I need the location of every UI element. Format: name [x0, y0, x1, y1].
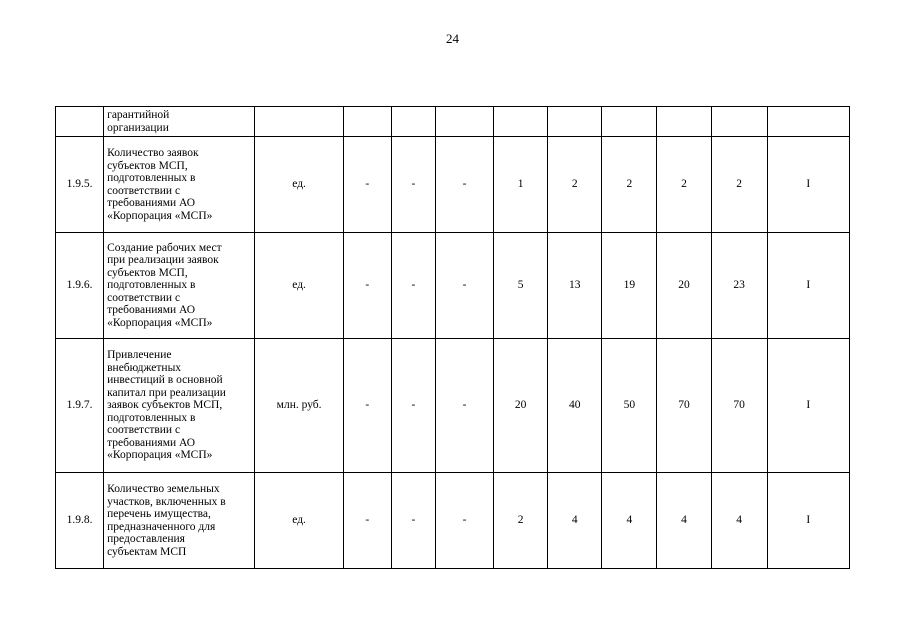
indicator-name-line: Количество заявок: [107, 147, 199, 159]
indicator-name-line: капитал при реализации: [107, 386, 226, 399]
unit-cell: [255, 107, 343, 137]
indicator-name: [104, 137, 255, 233]
indicator-name-line: «Корпорация «МСП»: [107, 449, 213, 462]
row-number: [56, 107, 104, 137]
unit-cell: ед.: [255, 233, 343, 339]
indicator-name-line: соответствии с: [107, 424, 181, 437]
indicator-name-line: субъектам МСП: [107, 545, 187, 558]
unit-cell: млн. руб.: [255, 339, 343, 473]
value-cell: 13: [548, 233, 602, 339]
indicator-name-line: соответствии с: [107, 291, 181, 304]
value-cell: [494, 107, 548, 137]
value-cell: -: [343, 137, 391, 233]
indicator-name-line: «Корпорация «МСП»: [107, 209, 213, 222]
indicator-name-line: соответствии с: [107, 184, 181, 197]
value-cell: -: [343, 339, 391, 473]
value-cell: 2: [657, 137, 711, 233]
value-cell: [391, 107, 435, 137]
indicator-name: [104, 473, 255, 569]
table-row: [56, 339, 850, 473]
value-cell: -: [391, 137, 435, 233]
value-cell: [711, 107, 767, 137]
indicator-name-line: при реализации заявок: [107, 254, 219, 267]
indicator-name-line: требованиями АО: [107, 197, 196, 209]
indicator-name-line: субъектов МСП,: [107, 266, 188, 279]
indicator-name: [104, 107, 255, 137]
table-row: [56, 473, 850, 569]
indicator-name-line: инвестиций в основной: [107, 374, 223, 387]
indicator-name-line: требованиями АО: [107, 304, 196, 317]
row-number: 1.9.8.: [56, 473, 104, 569]
indicator-name-line: заявок субъектов МСП,: [107, 399, 223, 412]
value-cell: -: [343, 473, 391, 569]
indicator-name-line: гарантийной: [107, 109, 170, 121]
indicator-name-line: предоставления: [107, 533, 185, 545]
row-number: 1.9.7.: [56, 339, 104, 473]
table-row: [56, 107, 850, 137]
indicator-name: [104, 339, 255, 473]
indicator-name-line: организации: [107, 121, 169, 134]
unit-cell: ед.: [255, 473, 343, 569]
value-cell: 19: [602, 233, 657, 339]
row-number: 1.9.6.: [56, 233, 104, 339]
row-number: 1.9.5.: [56, 137, 104, 233]
value-cell: 40: [548, 339, 602, 473]
value-cell: -: [391, 339, 435, 473]
value-cell: I: [767, 339, 849, 473]
value-cell: -: [435, 473, 493, 569]
value-cell: 4: [548, 473, 602, 569]
value-cell: 50: [602, 339, 657, 473]
value-cell: -: [435, 339, 493, 473]
unit-cell: ед.: [255, 137, 343, 233]
value-cell: [767, 107, 849, 137]
value-cell: 2: [494, 473, 548, 569]
indicator-name-line: требованиями АО: [107, 436, 196, 449]
value-cell: 70: [657, 339, 711, 473]
indicator-name-line: подготовленных в: [107, 172, 196, 184]
value-cell: 23: [711, 233, 767, 339]
value-cell: -: [435, 233, 493, 339]
value-cell: I: [767, 233, 849, 339]
value-cell: 2: [711, 137, 767, 233]
value-cell: [602, 107, 657, 137]
indicator-name-line: Количество земельных: [107, 483, 220, 495]
value-cell: I: [767, 473, 849, 569]
value-cell: 4: [711, 473, 767, 569]
indicator-name-line: Привлечение: [107, 349, 172, 362]
value-cell: [657, 107, 711, 137]
indicator-name-line: субъектов МСП,: [107, 159, 188, 172]
value-cell: -: [343, 233, 391, 339]
indicators-table: [55, 106, 850, 569]
indicator-name-line: подготовленных в: [107, 279, 196, 292]
value-cell: 4: [602, 473, 657, 569]
value-cell: [548, 107, 602, 137]
indicator-name: [104, 233, 255, 339]
table-row: [56, 233, 850, 339]
value-cell: 5: [494, 233, 548, 339]
value-cell: 2: [602, 137, 657, 233]
table-row: [56, 137, 850, 233]
value-cell: [343, 107, 391, 137]
value-cell: 70: [711, 339, 767, 473]
value-cell: 2: [548, 137, 602, 233]
value-cell: -: [391, 473, 435, 569]
indicator-name-line: Создание рабочих мест: [107, 241, 222, 254]
value-cell: I: [767, 137, 849, 233]
page-number: 24: [446, 31, 459, 46]
indicator-name-line: участков, включенных в: [107, 495, 226, 508]
value-cell: 20: [494, 339, 548, 473]
value-cell: [435, 107, 493, 137]
value-cell: -: [435, 137, 493, 233]
indicator-name-line: перечень имущества,: [107, 508, 211, 520]
indicator-name-line: внебюджетных: [107, 361, 182, 374]
value-cell: -: [391, 233, 435, 339]
indicator-name-line: «Корпорация «МСП»: [107, 316, 213, 329]
value-cell: 4: [657, 473, 711, 569]
value-cell: 1: [494, 137, 548, 233]
indicator-name-line: предназначенного для: [107, 520, 216, 533]
indicator-name-line: подготовленных в: [107, 411, 196, 424]
value-cell: 20: [657, 233, 711, 339]
